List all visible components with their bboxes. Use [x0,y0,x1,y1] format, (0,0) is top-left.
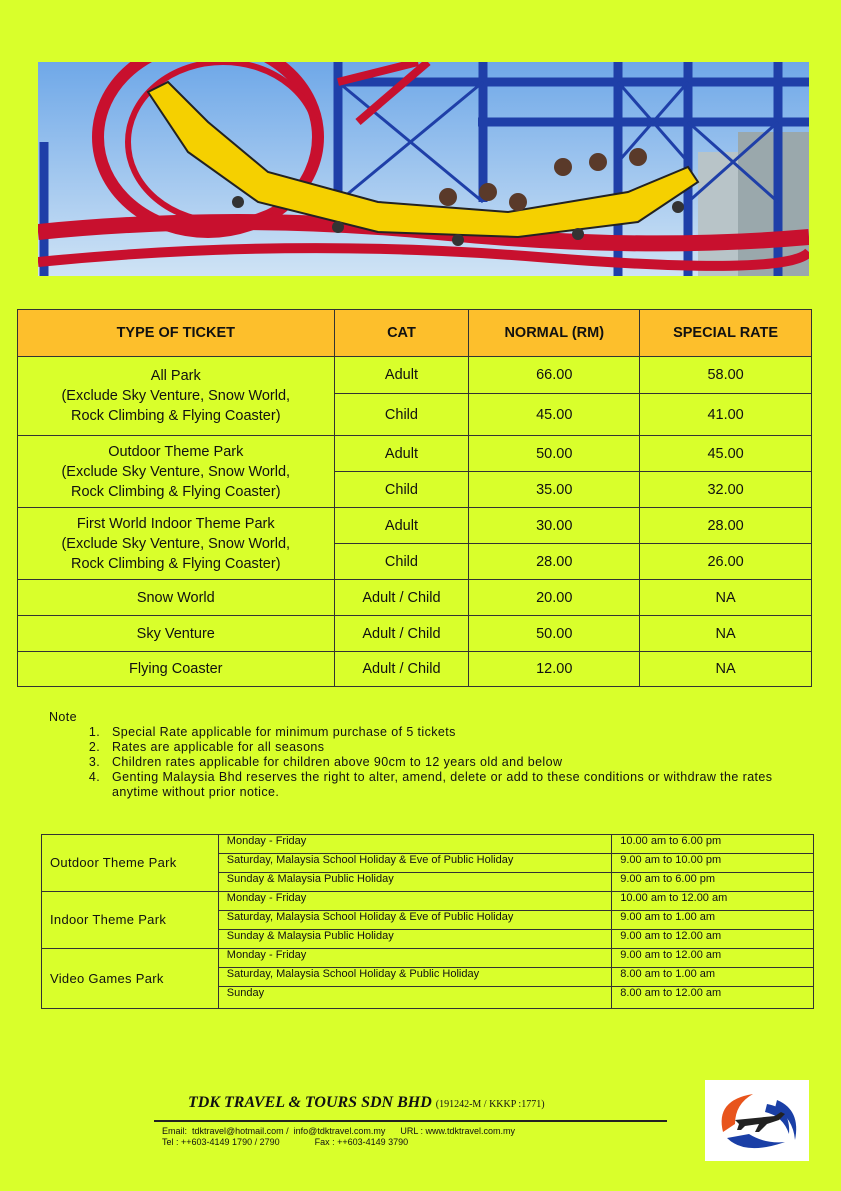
normal-price-cell: 50.00 [469,616,640,652]
day-cell: Monday - Friday [218,949,611,968]
time-cell: 10.00 am to 6.00 pm [612,835,814,854]
notes-list [49,725,789,800]
special-price-cell: NA [640,580,812,616]
day-cell: Sunday & Malaysia Public Holiday [218,873,611,892]
note-item: 3. Children rates applicable for children above 90cm to 12 years old and below [104,755,789,770]
normal-price-cell: 28.00 [469,544,640,580]
roller-coaster-illustration [38,62,809,276]
cat-cell: Child [334,472,469,508]
note-title: Note [49,710,78,724]
time-cell: 10.00 am to 12.00 am [612,892,814,911]
note-item: 4. Genting Malaysia Bhd reserves the right to alter, amend, delete or add to these conditions or withdraw the rates anytime without prior notice. [104,770,789,800]
normal-price-cell: 35.00 [469,472,640,508]
park-name-indoor: Indoor Theme Park [42,892,219,949]
header-type-of-ticket: TYPE OF TICKET [18,310,335,357]
footer-divider [154,1120,667,1122]
note-item: 1. Special Rate applicable for minimum purchase of 5 tickets [104,725,789,740]
opening-hours-table [41,834,814,1009]
ticket-name-line: First World Indoor Theme Park [76,515,275,532]
special-price-cell: NA [640,616,812,652]
cat-cell: Adult [334,508,469,544]
special-price-cell: 32.00 [640,472,812,508]
table-row [42,835,814,854]
ticket-name-line: Rock Climbing & Flying Coaster) [71,483,281,500]
ticket-name-sky-venture: Sky Venture [18,616,335,652]
time-cell: 8.00 am to 12.00 am [612,987,814,1009]
cat-cell: Adult / Child [334,652,469,687]
park-name-video-games: Video Games Park [42,949,219,1009]
price-table-header-row [18,310,812,357]
day-cell: Sunday [218,987,611,1009]
cat-cell: Adult / Child [334,580,469,616]
time-cell: 9.00 am to 10.00 pm [612,854,814,873]
ticket-name-flying-coaster: Flying Coaster [18,652,335,687]
special-price-cell: 41.00 [640,394,812,436]
day-cell: Monday - Friday [218,835,611,854]
normal-price-cell: 66.00 [469,357,640,394]
normal-price-cell: 20.00 [469,580,640,616]
table-row [18,357,812,394]
table-row [18,508,812,544]
day-cell: Saturday, Malaysia School Holiday & Eve of Public Holiday [218,911,611,930]
notes-section [49,710,789,800]
special-price-cell: 58.00 [640,357,812,394]
ticket-name-snow-world: Snow World [18,580,335,616]
time-cell: 9.00 am to 1.00 am [612,911,814,930]
special-price-cell: 26.00 [640,544,812,580]
special-price-cell: 28.00 [640,508,812,544]
cat-cell: Adult / Child [334,616,469,652]
header-normal-rm: NORMAL (RM) [469,310,640,357]
time-cell: 9.00 am to 6.00 pm [612,873,814,892]
table-row [18,580,812,616]
airplane-swoosh-logo-icon [705,1080,809,1161]
company-registration: (191242-M / KKKP :1771) [435,1099,545,1110]
normal-price-cell: 12.00 [469,652,640,687]
ticket-name-line: Rock Climbing & Flying Coaster) [71,408,281,424]
ticket-name-line: (Exclude Sky Venture, Snow World, [61,463,291,480]
ticket-price-table [17,309,812,687]
ticket-name-line: Rock Climbing & Flying Coaster) [71,555,281,572]
time-cell: 8.00 am to 1.00 am [612,968,814,987]
header-cat: CAT [334,310,469,357]
cat-cell: Adult [334,357,469,394]
contact-info [162,1126,515,1148]
table-row [18,652,812,687]
table-row [42,949,814,968]
company-name [188,1094,545,1112]
day-cell: Monday - Friday [218,892,611,911]
cat-cell: Adult [334,436,469,472]
day-cell: Sunday & Malaysia Public Holiday [218,930,611,949]
normal-price-cell: 30.00 [469,508,640,544]
special-price-cell: NA [640,652,812,687]
ticket-name-line: Outdoor Theme Park [108,443,244,460]
day-cell: Saturday, Malaysia School Holiday & Public Holiday [218,968,611,987]
ticket-name-all-park [18,357,335,436]
header-special-rate: SPECIAL RATE [640,310,812,357]
note-item: 2. Rates are applicable for all seasons [104,740,789,755]
ticket-name-line: All Park [150,368,201,384]
ticket-name-first-world-indoor-theme-park [18,508,335,580]
ticket-name-line: (Exclude Sky Venture, Snow World, [61,535,291,552]
time-cell: 9.00 am to 12.00 am [612,930,814,949]
normal-price-cell: 45.00 [469,394,640,436]
ticket-name-outdoor-theme-park [18,436,335,508]
park-name-outdoor: Outdoor Theme Park [42,835,219,892]
cat-cell: Child [334,394,469,436]
roller-coaster-photo [38,62,809,276]
contact-line-email: Email: tdktravel@hotmail.com / info@tdktravel.com.my URL : www.tdktravel.com.my [162,1126,516,1136]
contact-line-phone: Tel : ++603-4149 1790 / 2790 Fax : ++603-4149 3790 [162,1137,409,1147]
time-cell: 9.00 am to 12.00 am [612,949,814,968]
cat-cell: Child [334,544,469,580]
normal-price-cell: 50.00 [469,436,640,472]
company-name-text: TDK TRAVEL & TOURS SDN BHD [188,1094,432,1111]
special-price-cell: 45.00 [640,436,812,472]
ticket-name-line: (Exclude Sky Venture, Snow World, [61,388,291,404]
table-row [42,892,814,911]
table-row [18,616,812,652]
day-cell: Saturday, Malaysia School Holiday & Eve of Public Holiday [218,854,611,873]
table-row [18,436,812,472]
company-logo [705,1080,809,1161]
